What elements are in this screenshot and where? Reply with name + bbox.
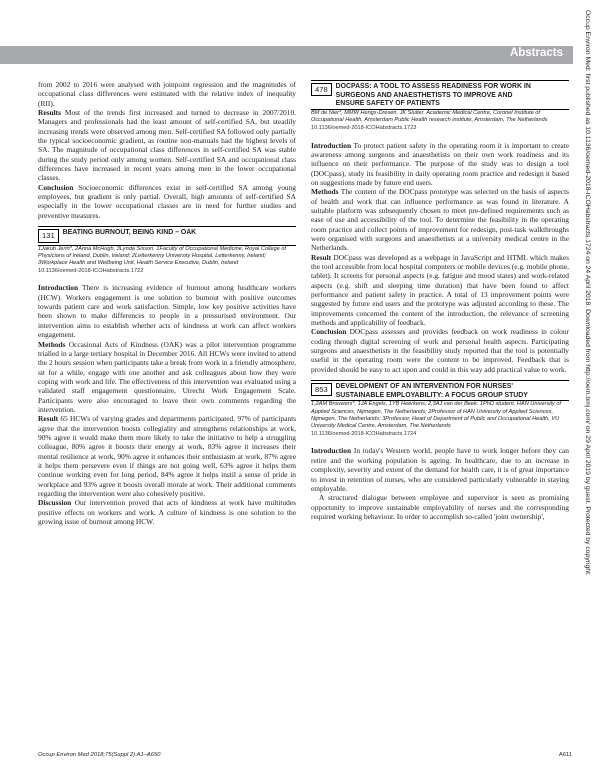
conclusion-label: Conclusion: [38, 182, 74, 192]
left-column: [38, 80, 296, 526]
methods-paragraph: [38, 340, 296, 415]
abstract-853-header: [311, 380, 569, 401]
introduction-text: There is increasing evidence of burnout among healthcare workers (HCW). Workers engagement is one solution to burnout with positive outcomes towards patient care and work satisfaction. Simple, low key positive activities have been shown to make differences to people in a pressurised environment. Our intervention aims to establish whether acts of kindness at work can affect workers engagement.: [38, 283, 296, 340]
result-paragraph: [311, 253, 569, 328]
results-label: Results: [38, 108, 61, 118]
result-text: DOCpass was developed as a webpage in JavaScript and HTML which makes the tool accessible from local hospital computers or mobile devices (e.g. mobile phone, tablet). It screens for personal aspects (e.g. fatigue and mood states) and work-related aspects (e.g. shift and sleeping time duration) that have been found to affect performance and patient safety in practice. A total of 13 improvement points were suggested by future end users and the prototype was adjusted according to these. The improvements concerned the content of the introduction, the relevance of screening methods and applicability of feedback.: [311, 252, 569, 328]
abstract-title: BEATING BURNOUT, BEING KIND – OAK: [62, 229, 197, 237]
abstract-478-body: [311, 141, 569, 375]
abstract-authors: 1Jakub Jerin*, 2Anna McHugh, 3Lynda Sisson. 1Faculty of Occupational Medicine, Royal College of Physicians of Ireland, Dublin, Ireland; 2Letterkenny University Hospital, Letterkenny, Ireland; 3Workplace Health and Wellbeing Unit, Health Service Executive, Dublin, Ireland: [38, 245, 287, 266]
second-paragraph: A structured dialogue between employee and supervisor is seen as promising opportunity to improve sustainable employability of nurses and the corresponding required working behaviour. In order to accomplish so-called 'joint ownership',: [311, 493, 569, 521]
discussion-label: Discussion: [38, 498, 72, 508]
abstract-title: DEVELOPMENT OF AN INTERVENTION FOR NURSES' SUSTAINABLE EMPLOYABILITY: A FOCUS GROUP STUDY: [335, 383, 528, 399]
introduction-text: To protect patient safety in the operating room it is important to create awareness among surgeons and anaesthetists on their own work readiness and its influence on their performance. The purpose of the study was to design a tool (DOCpass), study its feasibility in daily operating room practice and redesign it based on suggestions made by future end users.: [311, 140, 569, 187]
introduction-paragraph: [311, 446, 569, 493]
page-number: A611: [558, 752, 572, 758]
section-title: Abstracts: [509, 47, 563, 59]
introduction-paragraph: [38, 283, 296, 339]
copyright-sidebar: [585, 10, 597, 770]
abstract-853-body: [311, 446, 569, 521]
abstract-authors: 1,2AM Brouwers*, 1JA Engels, 1YB Heerkens, 2,3AJ van der Beek. 1PhD student, HAN University of Applied Sciences, Nijmegen, The Netherlands; 2Professor of HAN University of Applied Sciences, Nijmegen, The Netherlands; 3Professor, Head of Department of Public and Occupational Health, VU University Medical Centre, Amsterdam, The Netherlands: [311, 401, 562, 429]
continuation-paragraph: from 2002 to 2016 were analysed with joinpoint regression and the magnitudes of occupational class differences were estimated with the relative index of inequality (RII).: [38, 80, 296, 108]
introduction-label: Introduction: [38, 283, 79, 293]
methods-paragraph: [311, 187, 569, 252]
introduction-label: Introduction: [311, 446, 352, 456]
introduction-label: Introduction: [311, 140, 352, 150]
conclusion-paragraph: [311, 327, 569, 374]
discussion-text: Our intervention proved that acts of kindness at work have multitudes positive effects on workers and work. A culture of kindness is one solution to the growing issue of burnout among HCW.: [38, 498, 296, 527]
abstract-131-body: [38, 283, 296, 526]
methods-text: Occasional Acts of Kindness (OAK) was a pilot intervention programme trialled in a large tertiary hospital in December 2016. All HCWs were invited to attend the 2 hours session when participants take a break from work in a friendly atmosphere, sit for a while, engage with one another and ask colleagues about how they were coping with work and life. The effectiveness of this intervention was evaluated using a validated staff engagement questionnaire, Utrecht Work Engagement Scale. Participants were also encouraged to leave their own comments regarding the intervention.: [38, 339, 296, 414]
abstract-authors: BM de Nier*, MMW Hengs-Dresen, JK Sluiter. Academic Medical Centre, Coronel Institute of Occupational Health, Amsterdam Public Health research institute, Amsterdam, The Netherlands: [311, 109, 548, 123]
result-label: Result: [311, 252, 332, 262]
discussion-paragraph: [38, 498, 296, 526]
methods-label: Methods: [38, 339, 66, 349]
abstract-title: DOCPASS: A TOOL TO ASSESS READINESS FOR WORK IN SURGEONS AND ANAESTHETISTS TO IMPROVE AND ENSURE SAFETY OF PATIENTS: [335, 83, 531, 108]
footer-citation: Occup Environ Med 2018;75(Suppl 2):A1–A650: [38, 752, 161, 758]
conclusion-text: Socioeconomic differences exist in self-certified SA among young employees, but gradient is only partial. Overall, high amounts of self-certified SA especially in the lower occupational classes are in need for further studies and preventive measures.: [38, 182, 296, 220]
introduction-text: In today's Western world, people have to work longer before they can retire and the working population is ageing. In healthcare, due to an increase in complexity, severity and extent of the demand for health care, it is of great importance to invest in retention of nurses, who are considered particularly vulnerable in staying employable.: [311, 446, 569, 493]
abstract-number: 131: [38, 229, 59, 242]
conclusion-label: Conclusion: [311, 327, 347, 337]
abstract-number: 853: [311, 383, 332, 396]
result-paragraph: [38, 414, 296, 498]
section-banner: [0, 46, 573, 64]
methods-label: Methods: [311, 187, 339, 197]
conclusion-paragraph: [38, 183, 296, 220]
abstract-131-header: [38, 226, 296, 245]
methods-text: The content of the DOCpass prototype was selected on the basis of aspects of health and work that can influence performance as was found in literature. A suitable platform was subsequently chosen to meet pre-defined requirements such as ease of use and accessibility of the tool. To determine the feasibility in the operating room practice and collect points of improvement for redesign, post-task walkthroughs were organised with surgeons and anaesthetists at a university medical centre in the Netherlands.: [311, 187, 569, 253]
abstract-doi: 10.1136/oemed-2018-ICOHabstracts.1723: [311, 125, 417, 132]
introduction-paragraph: [311, 141, 569, 188]
abstract-doi: 10.1136/oemed-2018-ICOHabstracts.1722: [38, 268, 144, 275]
sidebar-note: Occup Environ Med: first published as 10.1136/oemed-2018-ICOHabstracts.1724 on 24 April 2018. Downloaded from http://oem.bmj.com/ on 29 April 2019 by guest. Protected by copyright.: [584, 10, 591, 576]
result-text: 65 HCWs of varying grades and departments participated. 97% of participants agree that the intervention boosts collegiality and strengthens relationships at work, 90% agree it would make them more likely to take the initiative to help a struggling colleague, 80% agree it boosts their energy at work, 83% agree it increases their mental resilience at work, 90% agree it enhances their enthusiasm at work, 87% agree it helps them persevere even if things are not going well, 63% agree it helps them continue working even for long period, 84% agree it helps instil a sense of pride in workplace and 93% agree it boosts overall morale at work. Their additional comments regarding the intervention were also cohesively positive.: [38, 414, 296, 499]
abstract-number: 478: [311, 83, 332, 96]
results-paragraph: [38, 108, 296, 183]
abstract-doi: 10.1136/oemed-2018-ICOHabstracts.1724: [311, 431, 417, 438]
results-text: Most of the trends first increased and turned to decrease in 2007/2010. Managers and professionals had the least amount of self-certified SA, but steadily increasing trends were observed among men. Self-certified SA followed only partially the typical socioeconomic gradient, as routine non-manuals had the highest levels of SA. The magnitude of occupational class differences in self-certified SA was stable during the study period only among women. Self-certified SA and occupational class differences have increased in recent years among men in the lower occupational classes.: [38, 108, 296, 183]
right-column: [311, 80, 569, 521]
abstract-478-header: [311, 80, 569, 110]
conclusion-text: DOCpass assesses and provides feedback on work readiness in colour coding through digital screening of work and personal health aspects. Participating surgeons and anaesthetists in the feasibility study reported that the tool is potentially useful in the operating room were the content to be improved. Feedback that is provided should be easy to act upon and could in this way add practical value to work.: [311, 327, 569, 374]
result-label: Result: [38, 414, 59, 424]
